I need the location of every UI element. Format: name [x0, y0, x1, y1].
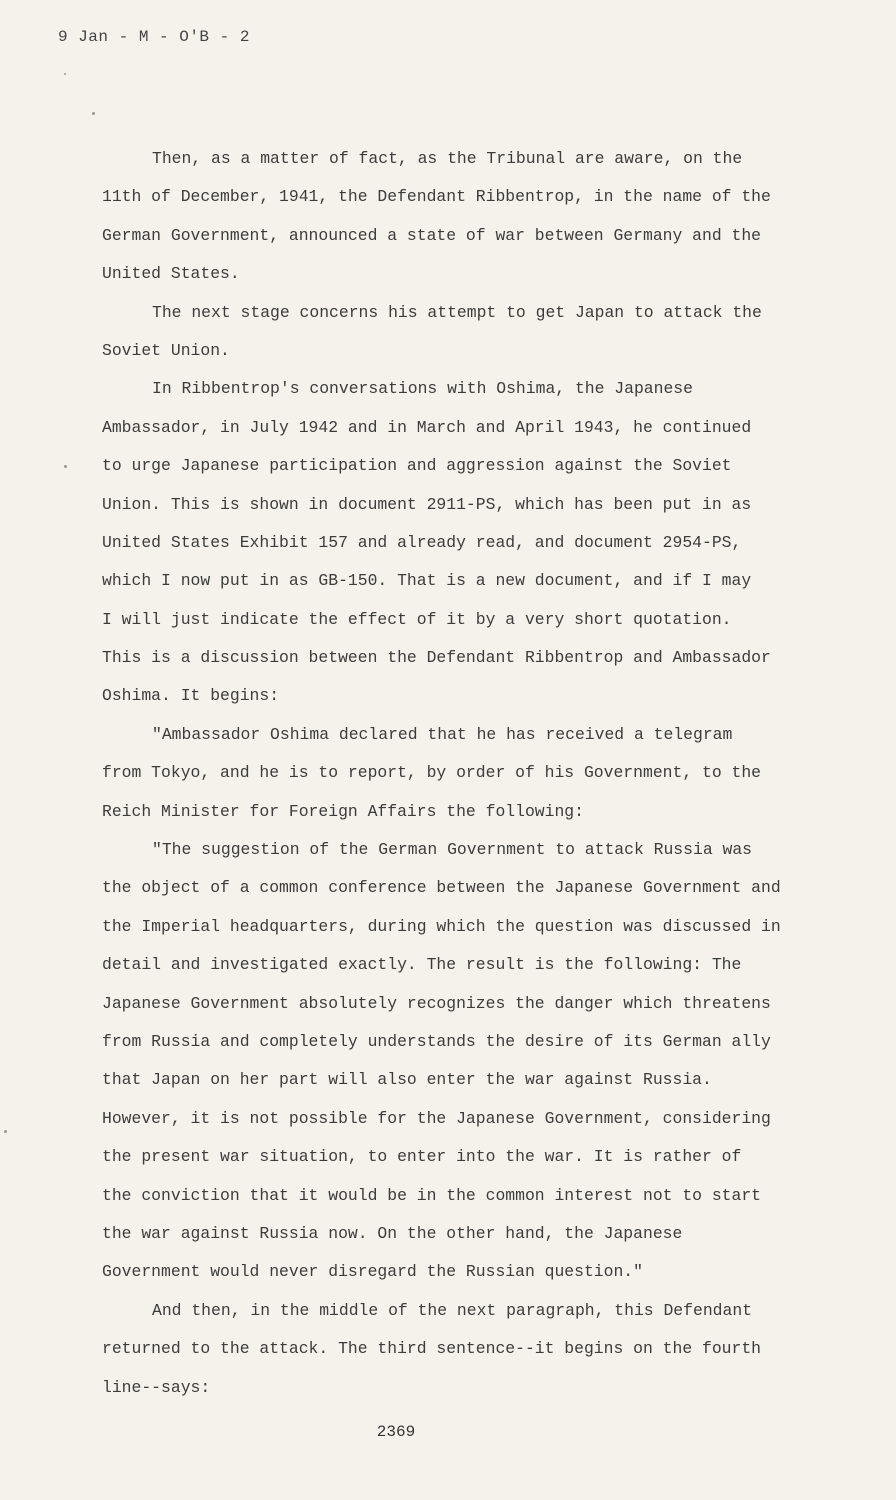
text-line: the war against Russia now. On the other hand, the Japanese: [102, 1223, 683, 1243]
text-line: "Ambassador Oshima declared that he has received a telegram: [152, 724, 733, 744]
text-line: United States.: [102, 264, 240, 284]
text-line: "The suggestion of the German Government to attack Russia was: [152, 840, 752, 860]
text-line: the Imperial headquarters, during which the question was discussed in: [102, 916, 781, 936]
text-line: returned to the attack. The third sentence--it begins on the fourth: [102, 1339, 762, 1359]
text-line: the object of a common conference between the Japanese Government and: [102, 878, 781, 898]
paper-speck: [64, 465, 67, 468]
text-line: 11th of December, 1941, the Defendant Ribbentrop, in the name of the: [102, 187, 771, 207]
text-line: Japanese Government absolutely recognizes the danger which threatens: [102, 993, 771, 1013]
text-line: In Ribbentrop's conversations with Oshima, the Japanese: [152, 379, 693, 399]
text-line: detail and investigated exactly. The result is the following: The: [102, 955, 742, 975]
text-line: Oshima. It begins:: [102, 686, 280, 706]
body-text: [102, 140, 781, 1407]
text-line: Union. This is shown in document 2911-PS, which has been put in as: [102, 494, 752, 514]
paper-speck: [92, 112, 95, 115]
text-line: to urge Japanese participation and aggression against the Soviet: [102, 456, 732, 476]
text-line: Ambassador, in July 1942 and in March and April 1943, he continued: [102, 417, 752, 437]
text-line: United States Exhibit 157 and already read, and document 2954-PS,: [102, 532, 742, 552]
text-line: which I now put in as GB-150. That is a new document, and if I may: [102, 571, 752, 591]
text-line: Soviet Union.: [102, 340, 230, 360]
paper-speck: [64, 73, 66, 75]
text-line: However, it is not possible for the Japanese Government, considering: [102, 1108, 771, 1128]
page-number: 2369: [376, 1423, 416, 1441]
text-line: Government would never disregard the Russian question.": [102, 1262, 643, 1282]
text-line: the conviction that it would be in the common interest not to start: [102, 1185, 762, 1205]
text-line: Then, as a matter of fact, as the Tribunal are aware, on the: [152, 149, 743, 168]
paper-speck: [4, 1130, 7, 1133]
text-line: that Japan on her part will also enter the war against Russia.: [102, 1070, 712, 1090]
text-line: from Russia and completely understands the desire of its German ally: [102, 1031, 771, 1051]
text-line: This is a discussion between the Defendant Ribbentrop and Ambassador: [102, 648, 771, 668]
text-line: Reich Minister for Foreign Affairs the following:: [102, 801, 584, 821]
text-line: I will just indicate the effect of it by a very short quotation.: [102, 609, 732, 629]
text-line: And then, in the middle of the next paragraph, this Defendant: [152, 1300, 752, 1320]
text-line: the present war situation, to enter into the war. It is rather of: [102, 1147, 742, 1167]
text-line: German Government, announced a state of war between Germany and the: [102, 225, 762, 245]
page-header: 9 Jan - M - O'B - 2: [58, 28, 250, 46]
text-line: from Tokyo, and he is to report, by order of his Government, to the: [102, 763, 762, 783]
text-line: line--says:: [102, 1377, 211, 1397]
text-line: The next stage concerns his attempt to get Japan to attack the: [152, 302, 762, 322]
